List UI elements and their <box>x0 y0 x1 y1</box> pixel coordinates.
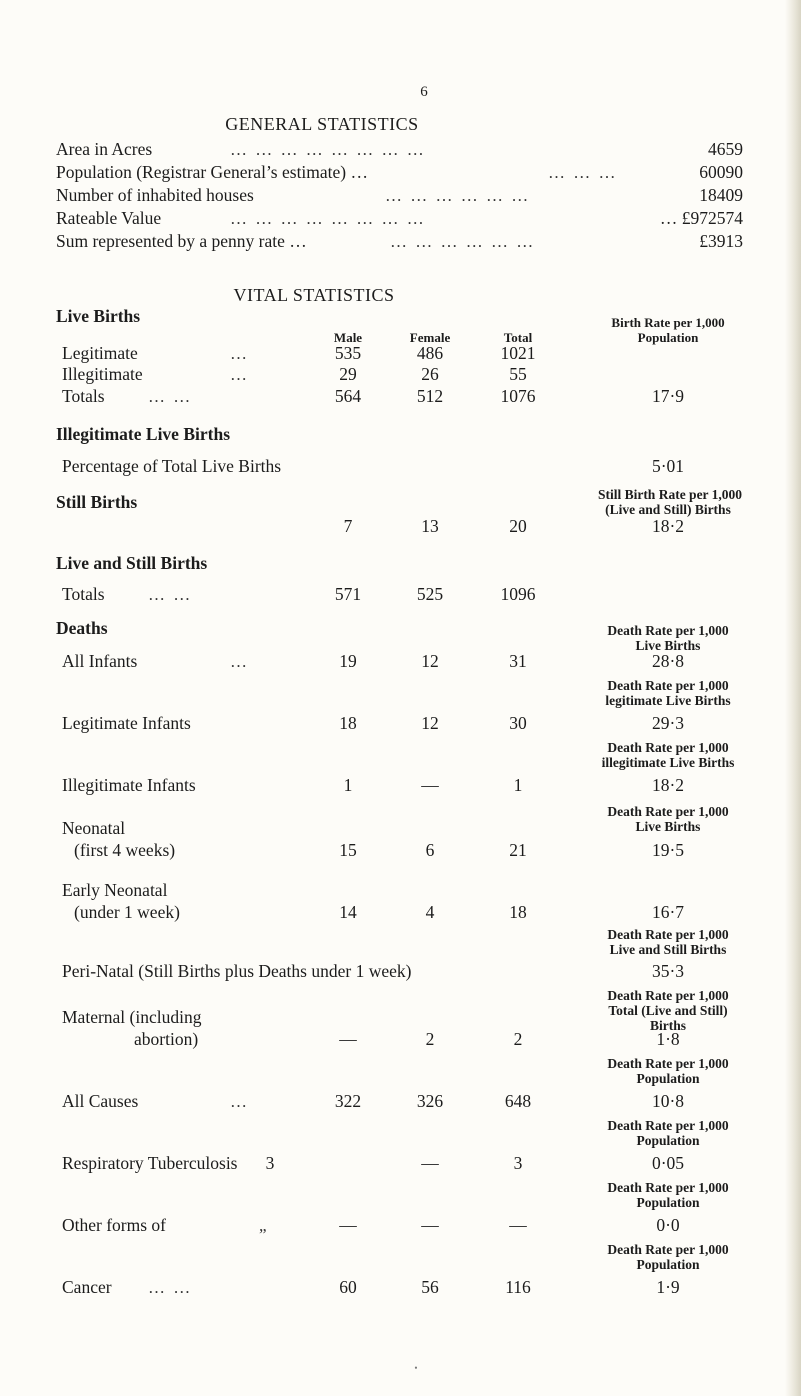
cell: 535 <box>334 343 362 363</box>
cell: 55 <box>509 364 527 384</box>
cell-total: 18 <box>509 902 527 922</box>
rate-value: 19·5 <box>651 840 685 860</box>
cell: 525 <box>416 584 444 604</box>
rate-value: 28·8 <box>651 651 685 671</box>
cell: 1096 <box>500 584 536 604</box>
cell-total: 648 <box>504 1091 532 1111</box>
general-row-value: £3913 <box>699 231 743 251</box>
rate-value: 16·7 <box>651 902 685 922</box>
cell-female: 6 <box>425 840 435 860</box>
cell-female: — <box>421 1215 439 1235</box>
cell-male: 322 <box>334 1091 362 1111</box>
death-row-sublabel: abortion) <box>134 1029 199 1049</box>
general-row-value: 60090 <box>699 162 743 182</box>
rate-value: 18·2 <box>651 516 685 536</box>
rate-note: Total (Live and Still) <box>608 1003 728 1018</box>
row-label: Totals <box>62 584 105 604</box>
cell-male: 60 <box>339 1277 357 1297</box>
death-row-label: All Causes <box>62 1091 139 1111</box>
cell-male: 14 <box>339 902 357 922</box>
rate-value: 0·0 <box>656 1215 680 1235</box>
leader-dots: … … … <box>548 163 618 182</box>
leader-dots: … … <box>148 585 193 604</box>
general-row-value: … £972574 <box>659 208 743 228</box>
general-statistics-title: GENERAL STATISTICS <box>225 114 419 134</box>
death-row-label: Cancer <box>62 1277 112 1297</box>
rate-note: Death Rate per 1,000 <box>607 1056 729 1071</box>
rate-note: Live Births <box>635 638 701 653</box>
leader-dots: „ <box>259 1216 269 1235</box>
leader-dots: … … <box>148 1278 193 1297</box>
leader-dots: … … … … … … <box>385 186 531 205</box>
cell-total: 116 <box>505 1277 531 1297</box>
cell: 20 <box>509 516 527 536</box>
leader-dots: … … … … … … … … <box>230 209 426 228</box>
leader-dots: … … … … … … <box>390 232 536 251</box>
rate-note: Death Rate per 1,000 <box>607 927 729 942</box>
death-row-label: Respiratory Tuberculosis <box>62 1153 238 1173</box>
rate-note: (Live and Still) Births <box>605 502 731 517</box>
cell: 486 <box>416 343 444 363</box>
cell-male: — <box>339 1215 357 1235</box>
rate-note: Death Rate per 1,000 <box>607 623 729 638</box>
rate-note: Live and Still Births <box>609 942 727 957</box>
cell: 7 <box>343 516 353 536</box>
cell-male: 18 <box>339 713 357 733</box>
death-row-label: All Infants <box>62 651 138 671</box>
cell: 564 <box>334 386 362 406</box>
general-row-label: Population (Registrar General’s estimate) … <box>56 162 369 182</box>
death-row-label: Illegitimate Infants <box>62 775 196 795</box>
general-row-label: Rateable Value <box>56 208 162 228</box>
rate-note: Death Rate per 1,000 <box>607 1242 729 1257</box>
rate-note: Population <box>636 1071 700 1086</box>
cell-female: 56 <box>421 1277 439 1297</box>
death-row-sublabel: (first 4 weeks) <box>74 840 176 860</box>
death-row-label: Early Neonatal <box>62 880 168 900</box>
rate-value: 18·2 <box>651 775 685 795</box>
general-row-value: 18409 <box>699 185 743 205</box>
cell-total: 21 <box>509 840 527 860</box>
leader-dots: … <box>230 344 249 363</box>
leader-dots: … <box>230 652 249 671</box>
rate-value: 5·01 <box>651 456 685 476</box>
cell-female: — <box>421 1153 439 1173</box>
cell-total: 30 <box>509 713 527 733</box>
cell: 1021 <box>500 343 536 363</box>
general-row-label: Sum represented by a penny rate … <box>56 231 307 251</box>
rate-note: Population <box>636 1257 700 1272</box>
rate-note: Live Births <box>635 819 701 834</box>
cell: 1076 <box>500 386 536 406</box>
rate-note: legitimate Live Births <box>605 693 731 708</box>
cell-total: 3 <box>513 1153 523 1173</box>
row-label: Legitimate <box>62 343 138 363</box>
rate-value: 29·3 <box>651 713 685 733</box>
cell-total: 2 <box>513 1029 523 1049</box>
cell-female: 12 <box>421 651 439 671</box>
death-row-label: Other forms of <box>62 1215 167 1235</box>
cell-male: 1 <box>343 775 353 795</box>
row-label: Totals <box>62 386 105 406</box>
column-header-male: Male <box>333 330 363 345</box>
rate-note: Population <box>636 1195 700 1210</box>
rate-value: 17·9 <box>651 386 685 406</box>
cell-total: — <box>509 1215 527 1235</box>
cell-female: — <box>421 775 439 795</box>
rate-value: 35·3 <box>651 961 685 981</box>
cell: 571 <box>334 584 362 604</box>
cell-female: 12 <box>421 713 439 733</box>
death-row-label: Maternal (including <box>62 1007 202 1027</box>
rate-note: Births <box>649 1018 687 1033</box>
section-heading: Illegitimate Live Births <box>56 424 231 444</box>
cell-female: 4 <box>425 902 435 922</box>
leader-dots: … <box>230 1092 249 1111</box>
vital-statistics-title: VITAL STATISTICS <box>233 285 395 305</box>
death-row-label: Neonatal <box>62 818 126 838</box>
death-row-label: Peri-Natal (Still Births plus Deaths under 1 week) <box>62 961 412 981</box>
general-row-value: 4659 <box>708 139 743 159</box>
rate-note: Death Rate per 1,000 <box>607 1180 729 1195</box>
cell: 26 <box>421 364 439 384</box>
column-note: Birth Rate per 1,000 <box>611 315 725 330</box>
cell-male: 19 <box>339 651 357 671</box>
rate-note: Death Rate per 1,000 <box>607 740 729 755</box>
rate-value: 1·9 <box>656 1277 680 1297</box>
column-note: Population <box>637 330 699 345</box>
rate-note: illegitimate Live Births <box>601 755 735 770</box>
general-row-label: Number of inhabited houses <box>56 185 254 205</box>
cell: 13 <box>421 516 439 536</box>
column-header-female: Female <box>409 330 451 345</box>
stray-mark: • <box>414 1363 418 1373</box>
leader-dots: … <box>230 365 249 384</box>
row-label: Illegitimate <box>62 364 143 384</box>
section-heading: Deaths <box>56 618 108 638</box>
cell-male: 15 <box>339 840 357 860</box>
cell-female: 326 <box>416 1091 444 1111</box>
column-header-total: Total <box>503 330 533 345</box>
rate-note: Death Rate per 1,000 <box>607 1118 729 1133</box>
rate-value: 1·8 <box>656 1029 680 1049</box>
leader-dots: … … … … … … … … <box>230 140 426 159</box>
rate-value: 0·05 <box>651 1153 685 1173</box>
rate-value: 10·8 <box>651 1091 685 1111</box>
page-edge-shadow <box>785 0 801 1396</box>
cell-total: 31 <box>509 651 527 671</box>
leader-dots: … … <box>148 387 193 406</box>
cell-total: 1 <box>513 775 523 795</box>
rate-note: Death Rate per 1,000 <box>607 988 729 1003</box>
general-row-label: Area in Acres <box>56 139 153 159</box>
cell: 29 <box>339 364 357 384</box>
rate-note: Still Birth Rate per 1,000 <box>597 487 743 502</box>
section-heading: Still Births <box>56 492 138 512</box>
death-row-sublabel: (under 1 week) <box>74 902 180 922</box>
section-heading: Live Births <box>56 306 141 326</box>
cell: 512 <box>416 386 444 406</box>
death-row-label: Legitimate Infants <box>62 713 191 733</box>
page-number: 6 <box>420 84 428 100</box>
rate-note: Death Rate per 1,000 <box>607 804 729 819</box>
cell-female: 2 <box>425 1029 435 1049</box>
section-heading: Live and Still Births <box>56 553 208 573</box>
rate-note: Death Rate per 1,000 <box>607 678 729 693</box>
row-label: Percentage of Total Live Births <box>62 456 282 476</box>
rate-note: Population <box>636 1133 700 1148</box>
cell-male: 3 <box>265 1153 275 1173</box>
cell-male: — <box>339 1029 357 1049</box>
